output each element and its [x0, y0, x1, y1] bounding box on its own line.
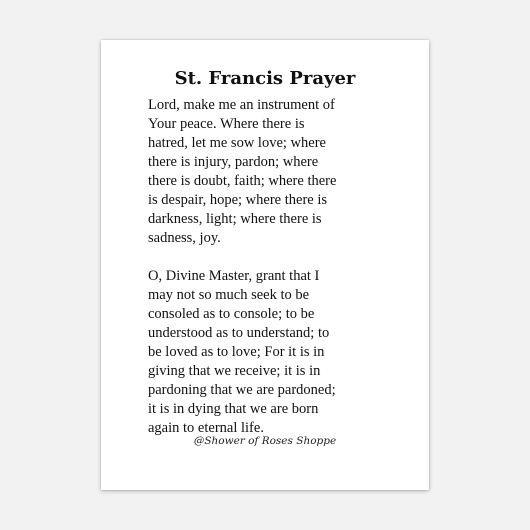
- prayer-body: [148, 96, 398, 438]
- shop-credit: @Shower of Roses Shoppe: [193, 435, 337, 447]
- prayer-paragraph-2: O, Divine Master, grant that I may not so much seek to be consoled as to console; to be understood as to understand; to be loved as to love; For it is in giving that we receive; it is in pardoning that we are pardoned; it is in dying that we are born again to eternal life.: [148, 268, 336, 436]
- prayer-title: St. Francis Prayer: [174, 68, 356, 89]
- prayer-paragraph-1: Lord, make me an instrument of Your peace. Where there is hatred, let me sow love; where there is injury, pardon; where there is doubt, faith; where there is despair, hope; where there is darkness, light; where there is sadness, joy.: [148, 97, 337, 246]
- prayer-card: [101, 40, 429, 490]
